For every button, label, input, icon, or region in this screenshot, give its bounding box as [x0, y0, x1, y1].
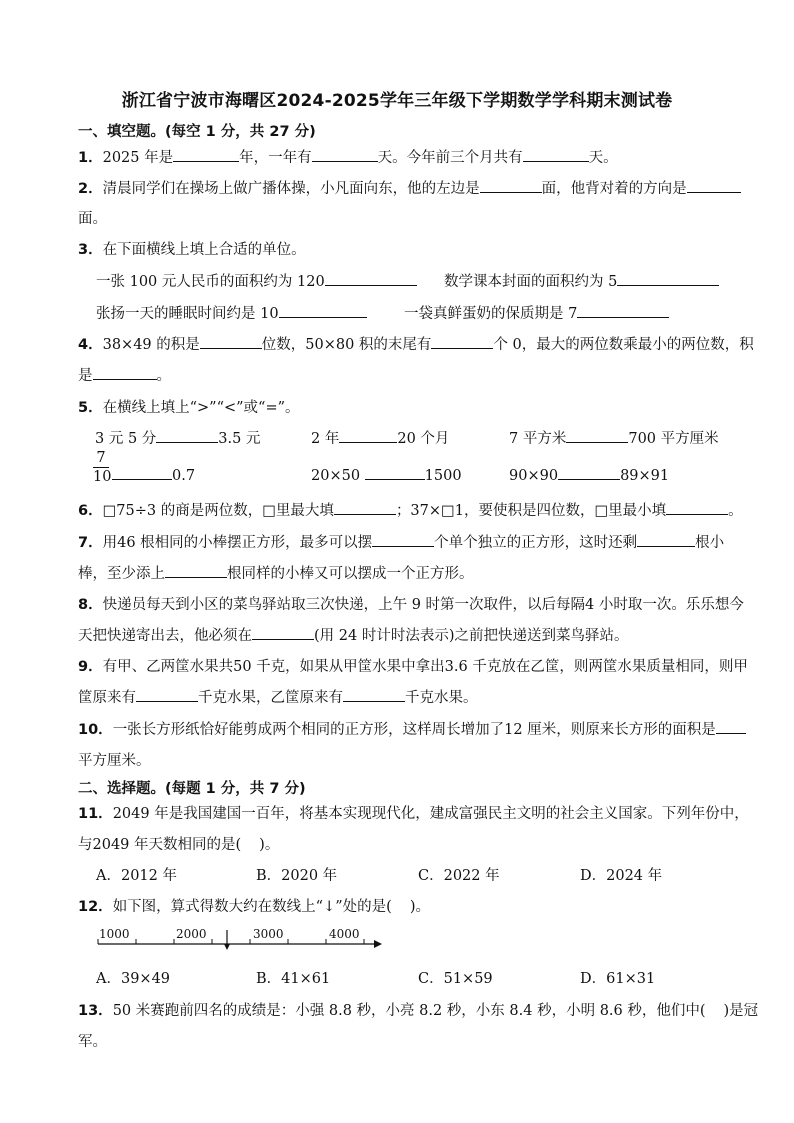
question-text: 在横线上填上“>”“<”或“=”。 — [102, 400, 300, 416]
question-text: 在下面横线上填上合适的单位。 — [102, 242, 306, 258]
question-text: 清晨同学们在操场上做广播体操，小凡面向东，他的左边是 — [102, 181, 480, 197]
question-text: 2025 年是 — [102, 150, 174, 166]
q5-compare-5 — [311, 464, 462, 484]
answer-blank[interactable] — [480, 177, 542, 193]
item-text: 一袋真鲜蛋奶的保质期是 7 — [404, 306, 578, 322]
question-text: 根小 — [695, 535, 725, 551]
question-text: 天。 — [588, 150, 618, 166]
q5-compare-4 — [112, 464, 195, 484]
left-expr: 3 元 5 分 — [95, 431, 157, 447]
question-text: 个 0，最大的两位数乘最小的两位数，积 — [493, 337, 754, 353]
question-text: 用46 根相同的小棒摆正方形，最多可以摆 — [102, 535, 373, 551]
item-text: 一张 100 元人民币的面积约为 120 — [96, 274, 325, 290]
q5-compare-2 — [311, 427, 449, 448]
item-text: 数学课本封面的面积约为 5 — [444, 274, 618, 290]
question-text: 位数，50×80 积的末尾有 — [261, 337, 432, 353]
question-13 — [78, 999, 758, 1020]
question-number: 5． — [78, 400, 103, 416]
answer-blank[interactable] — [334, 499, 396, 515]
question-11 — [78, 802, 749, 823]
question-3 — [78, 238, 306, 259]
answer-blank[interactable] — [200, 333, 262, 349]
question-text: 棒，至少添上 — [78, 566, 165, 582]
option-d[interactable]: D．2024 年 — [580, 868, 663, 884]
question-1 — [78, 146, 618, 167]
question-12 — [78, 895, 430, 916]
question-text: 千克水果，乙筐原来有 — [198, 690, 343, 706]
right-expr: 700 平方厘米 — [628, 431, 719, 447]
question-text: )。 — [259, 837, 280, 853]
question-text: 天把快递寄出去，他必须在 — [78, 628, 252, 644]
left-expr: 90×90 — [509, 468, 559, 484]
answer-blank[interactable] — [325, 270, 417, 286]
answer-blank[interactable] — [165, 562, 227, 578]
answer-blank[interactable] — [279, 302, 367, 318]
question-7-cont — [78, 562, 474, 583]
fraction-denominator: 10 — [93, 469, 112, 485]
number-line-arrowhead — [374, 940, 382, 948]
answer-blank[interactable] — [577, 302, 669, 318]
question-text: 38×49 的积是 — [102, 337, 200, 353]
answer-blank[interactable] — [637, 531, 695, 547]
tick-label-3000: 3000 — [253, 927, 284, 941]
right-expr: 89×91 — [620, 468, 670, 484]
left-expr: 20×50 — [311, 468, 361, 484]
question-text: 。 — [156, 368, 171, 384]
question-number: 9． — [78, 659, 103, 675]
answer-blank[interactable] — [372, 531, 434, 547]
tick-label-4000: 4000 — [329, 927, 360, 941]
question-text: 年，一年有 — [239, 150, 312, 166]
question-text: 快递员每天到小区的菜鸟驿站取三次快递，上午 9 时第一次取件，以后每隔4 小时取一次。乐乐想今 — [102, 597, 744, 613]
question-text: 面，他背对着的方向是 — [541, 181, 687, 197]
question-9-cont — [78, 686, 478, 707]
question-text: 如下图，算式得数大约在数线上“↓”处的是( — [112, 899, 392, 915]
question-text: 一张长方形纸恰好能剪成两个相同的正方形，这样周长增加了12 厘米，则原来长方形的面积是 — [112, 722, 716, 738]
question-number: 3． — [78, 242, 103, 258]
answer-blank[interactable] — [558, 464, 620, 480]
question-number: 7． — [78, 535, 103, 551]
section-1-heading: 一、填空题。(每空 1 分，共 27 分) — [78, 124, 316, 140]
answer-blank[interactable] — [343, 686, 405, 702]
question-text: 筐原来有 — [78, 690, 136, 706]
left-expr: 2 年 — [311, 431, 340, 447]
answer-blank[interactable] — [431, 333, 493, 349]
right-expr: 1500 — [424, 468, 462, 484]
question-text: 50 米赛跑前四名的成绩是：小强 8.8 秒，小亮 8.2 秒，小东 8.4 秒，小明 8.6 秒，他们中( — [112, 1003, 706, 1019]
answer-blank[interactable] — [93, 364, 157, 380]
question-text: 2049 年是我国建国一百年，将基本实现现代化，建成富强民主文明的社会主义国家。下列年份中， — [112, 806, 749, 822]
question-2-cont: 面。 — [78, 211, 107, 227]
right-expr: 20 个月 — [397, 431, 450, 447]
q3-item-2 — [444, 270, 719, 291]
option-b[interactable]: B．2020 年 — [256, 868, 338, 884]
question-text: 千克水果。 — [405, 690, 478, 706]
question-text: 是 — [78, 368, 93, 384]
tick-label-1000: 1000 — [99, 927, 130, 941]
answer-blank[interactable] — [365, 464, 425, 480]
right-expr: 3.5 元 — [218, 431, 261, 447]
answer-blank[interactable] — [716, 718, 746, 734]
question-10 — [78, 718, 746, 739]
right-expr: 0.7 — [172, 468, 196, 484]
question-number: 11． — [78, 806, 113, 822]
question-4 — [78, 333, 754, 354]
question-text: (用 24 时计时法表示)之前把快递送到菜鸟驿站。 — [314, 628, 629, 644]
option-b[interactable]: B．41×61 — [256, 971, 331, 987]
page-title: 浙江省宁波市海曙区2024-2025学年三年级下学期数学学科期末测试卷 — [121, 91, 673, 111]
question-text: ；37×□1，要使积是四位数，□里最小填 — [395, 503, 667, 519]
question-4-cont — [78, 364, 171, 385]
question-9 — [78, 655, 748, 676]
q3-item-4 — [404, 302, 669, 323]
q3-item-1 — [96, 270, 417, 291]
question-text: 个单个独立的正方形，这时还剩 — [434, 535, 638, 551]
question-2 — [78, 177, 741, 198]
question-number: 1． — [78, 150, 103, 166]
question-number: 4． — [78, 337, 103, 353]
question-number: 8． — [78, 597, 103, 613]
answer-blank[interactable] — [617, 270, 719, 286]
question-text: )是冠 — [723, 1003, 759, 1019]
answer-blank[interactable] — [339, 427, 397, 443]
item-text: 张扬一天的睡眠时间约是 10 — [96, 306, 279, 322]
question-10-cont: 平方厘米。 — [78, 753, 151, 769]
question-5 — [78, 396, 300, 417]
question-7 — [78, 531, 724, 552]
q5-compare-3 — [509, 427, 719, 448]
question-number: 2． — [78, 181, 103, 197]
answer-blank[interactable] — [173, 146, 239, 162]
q3-item-3 — [96, 302, 367, 323]
answer-blank[interactable] — [687, 177, 741, 193]
q5-compare-6 — [509, 464, 669, 484]
question-text: )。 — [409, 899, 430, 915]
tick-label-2000: 2000 — [176, 927, 207, 941]
question-text: 与2049 年天数相同的是( — [78, 837, 242, 853]
option-a[interactable]: A．39×49 — [96, 971, 171, 987]
option-c[interactable]: C．51×59 — [418, 971, 493, 987]
left-expr: 7 平方米 — [509, 431, 567, 447]
question-13-cont: 军。 — [78, 1034, 107, 1050]
answer-blank[interactable] — [523, 146, 589, 162]
answer-blank[interactable] — [136, 686, 198, 702]
down-arrow-head — [224, 944, 230, 950]
answer-blank[interactable] — [112, 464, 172, 480]
option-c[interactable]: C．2022 年 — [418, 868, 500, 884]
question-number: 6． — [78, 503, 103, 519]
question-text: 天。今年前三个月共有 — [377, 150, 523, 166]
question-text: 根同样的小棒又可以摆成一个正方形。 — [227, 566, 474, 582]
question-8 — [78, 593, 744, 614]
question-text: □75÷3 的商是两位数，□里最大填 — [102, 503, 334, 519]
number-line — [90, 924, 390, 954]
question-8-cont — [78, 624, 628, 645]
question-6 — [78, 499, 743, 520]
q5-compare-1 — [95, 427, 260, 448]
answer-blank[interactable] — [252, 624, 314, 640]
fraction-bar — [93, 467, 109, 468]
answer-blank[interactable] — [566, 427, 628, 443]
question-11-cont — [78, 833, 279, 854]
section-2-heading: 二、选择题。(每题 1 分，共 7 分) — [78, 781, 306, 797]
fraction-seven-tenths — [93, 450, 112, 485]
answer-blank[interactable] — [156, 427, 218, 443]
question-number: 12． — [78, 899, 113, 915]
answer-blank[interactable] — [312, 146, 378, 162]
question-text: 。 — [728, 503, 743, 519]
option-d[interactable]: D．61×31 — [580, 971, 656, 987]
question-text: 有甲、乙两筐水果共50 千克，如果从甲筐水果中拿出3.6 千克放在乙筐，则两筐水果质量相同，则甲 — [102, 659, 748, 675]
question-number: 13． — [78, 1003, 113, 1019]
option-a[interactable]: A．2012 年 — [96, 868, 177, 884]
fraction-numerator: 7 — [96, 450, 106, 466]
question-number: 10． — [78, 722, 113, 738]
answer-blank[interactable] — [666, 499, 728, 515]
